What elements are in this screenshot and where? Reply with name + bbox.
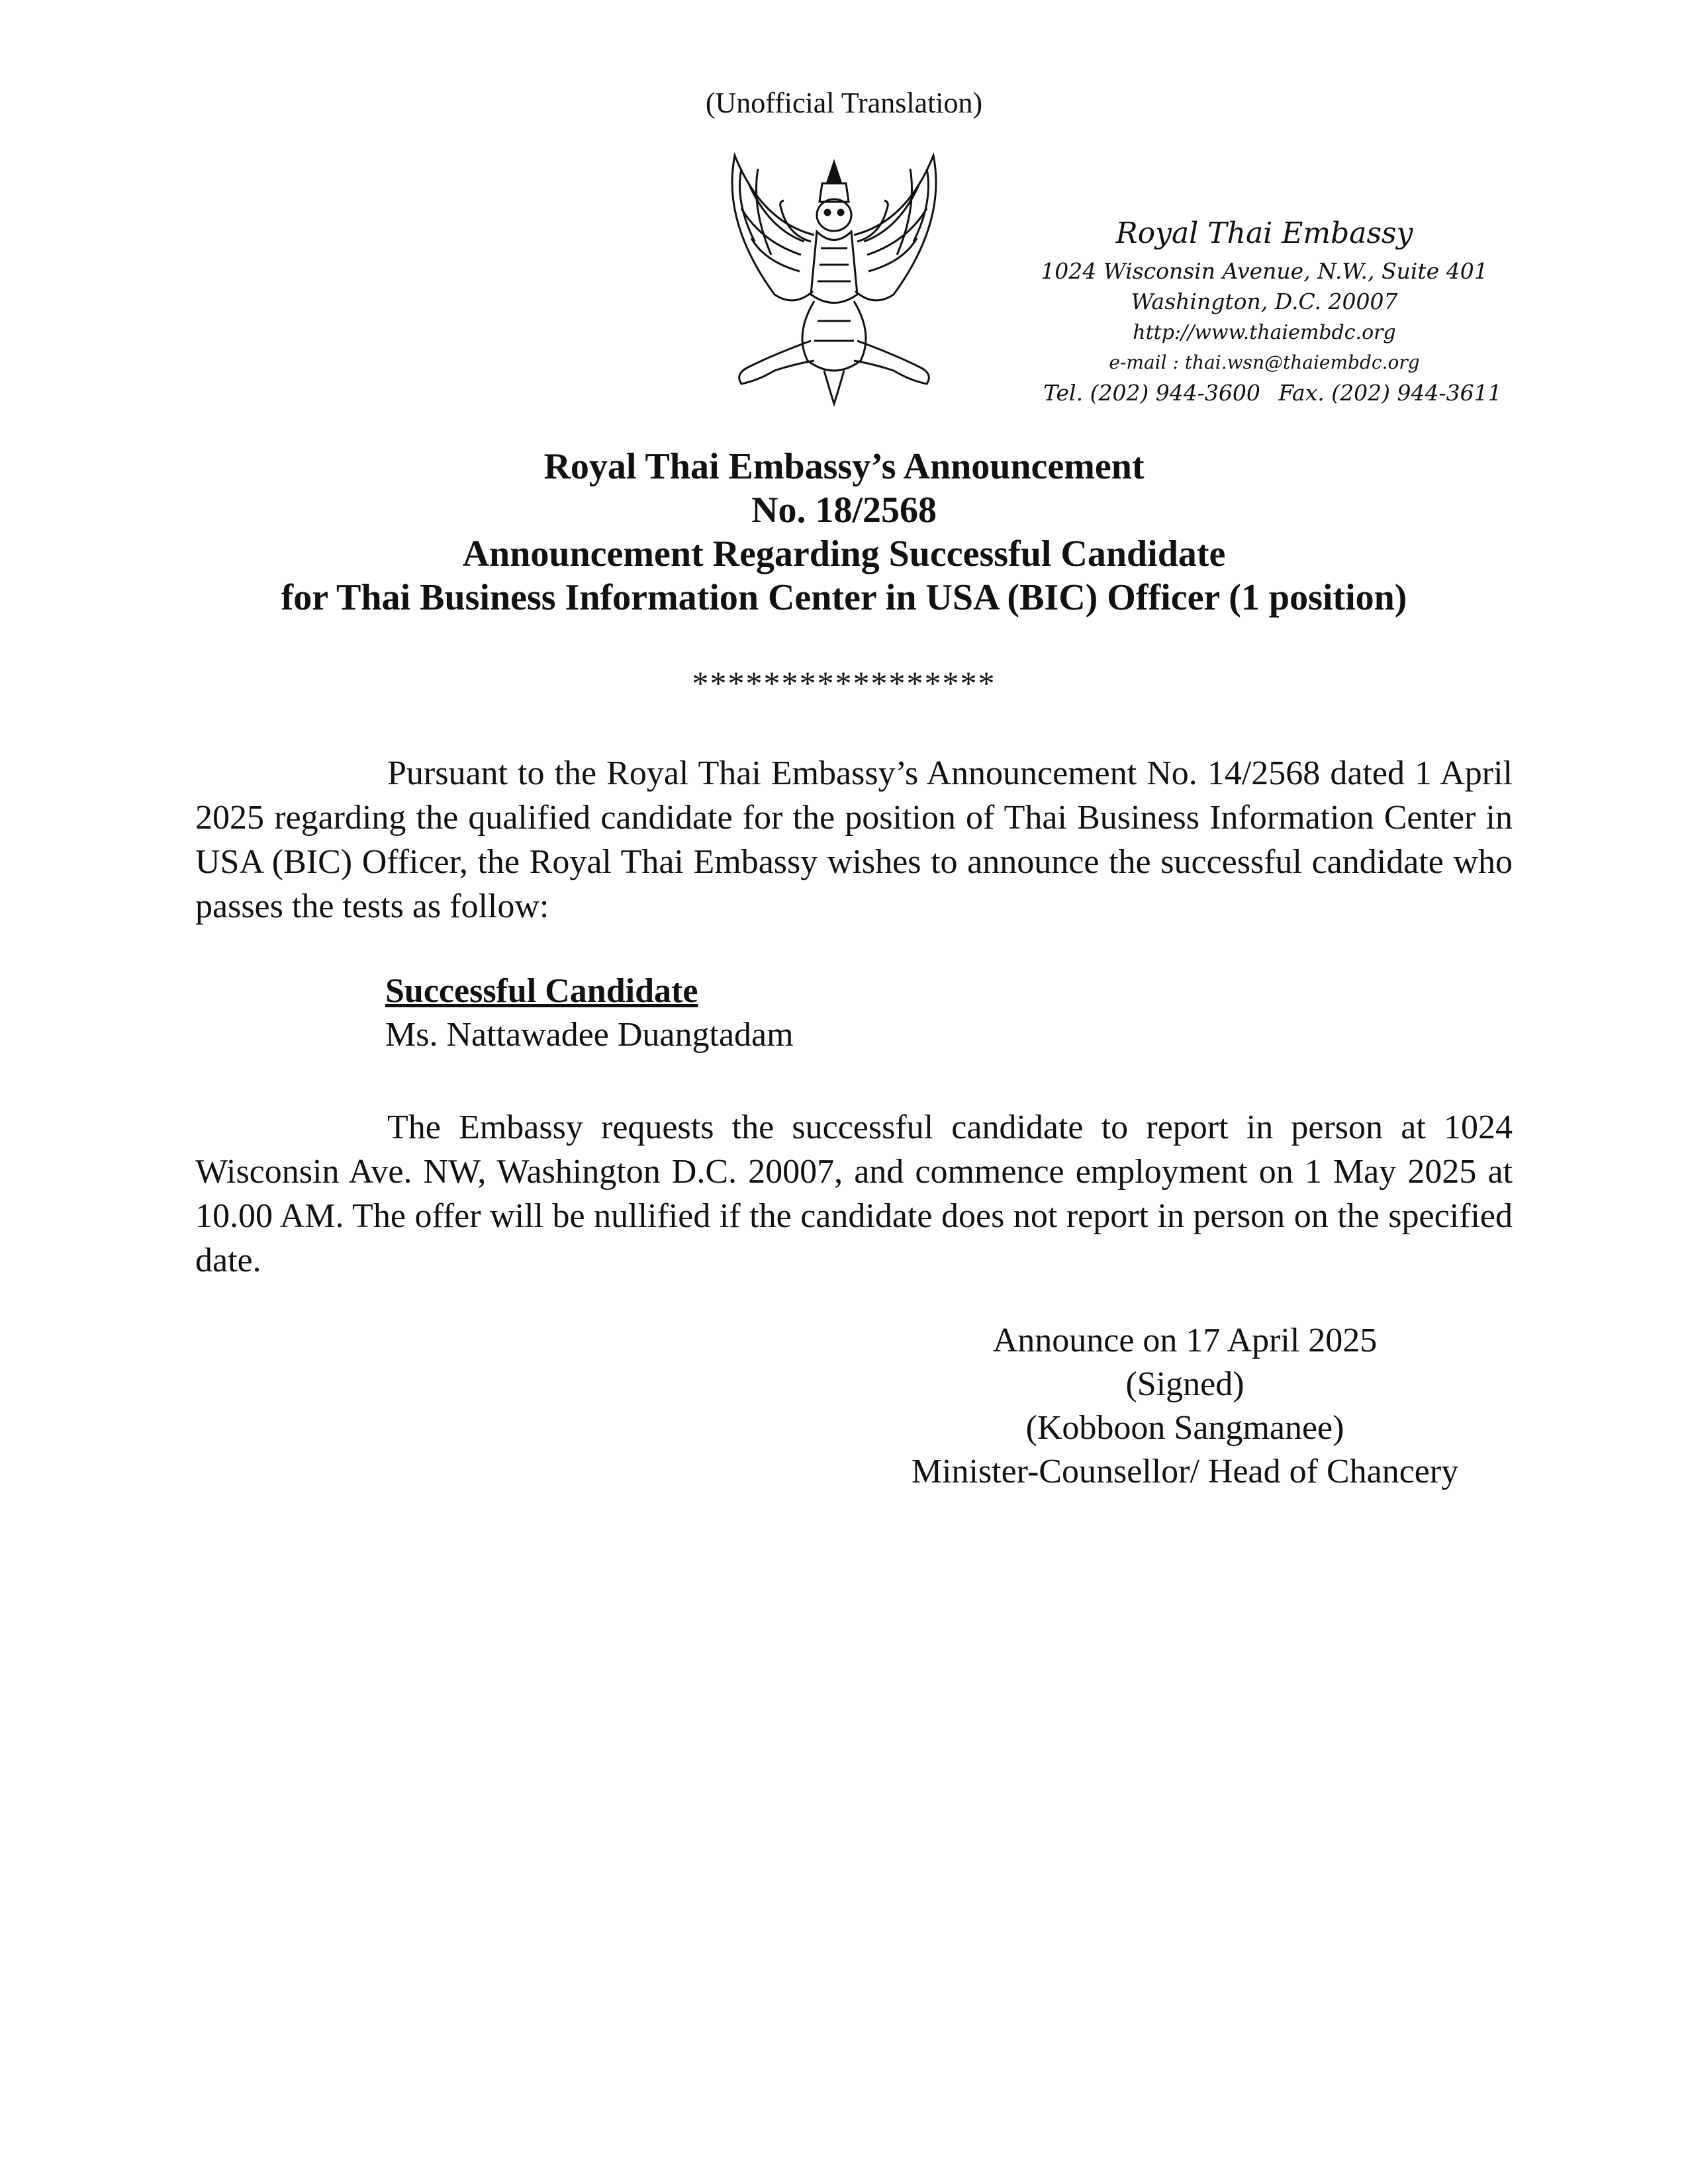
letterhead-fax: Fax. (202) 944-3611 [1278,380,1502,406]
letterhead-name: Royal Thai Embassy [1115,216,1413,250]
title-line-3: Announcement Regarding Successful Candidate [462,533,1226,574]
translation-note: (Unofficial Translation) [705,87,983,119]
signed-mark: (Signed) [1125,1365,1244,1403]
title-line-1: Royal Thai Embassy’s Announcement [543,446,1145,487]
letterhead-email: e-mail : thai.wsn@thaiembdc.org [1109,351,1420,373]
body-paragraph-1: Pursuant to the Royal Thai Embassy’s Announcement No. 14/2568 dated 1 April 2025 regarding the qualified candidate for the position of Thai Business Information Center in USA (BIC) Officer, the Royal Thai Embassy wishes to announce the successful candidate who passes the tests as follow: [195,754,1513,925]
title-line-2: No. 18/2568 [751,490,937,531]
announcement-title [0,445,1688,619]
asterisk-divider: ***************** [692,664,996,702]
candidate-label: Successful Candidate [385,972,698,1010]
letterhead-address-line1: 1024 Wisconsin Avenue, N.W., Suite 401 [1041,258,1488,284]
signatory-title: Minister-Counsellor/ Head of Chancery [911,1453,1459,1490]
garuda-emblem-icon [695,142,973,407]
signature-block [887,1319,1483,1494]
signatory-name: (Kobboon Sangmanee) [1025,1409,1344,1447]
title-line-4: for Thai Business Information Center in USA (BIC) Officer (1 position) [281,577,1407,618]
letterhead-website: http://www.thaiembdc.org [1133,321,1396,344]
announce-date: Announce on 17 April 2025 [992,1322,1378,1359]
candidate-name: Ms. Nattawadee Duangtadam [385,1016,794,1054]
letterhead-address-line2: Washington, D.C. 20007 [1131,289,1398,314]
successful-candidate-block [385,970,794,1057]
embassy-letterhead [1000,215,1529,407]
letterhead-phone: Tel. (202) 944-3600 [1043,380,1260,406]
body-paragraph-2: The Embassy requests the successful candidate to report in person at 1024 Wisconsin Ave. NW, Washington D.C. 20007, and commence employment on 1 May 2025 at 10.00 AM. The offer will be nullified if the candidate does not report in person on the specified date. [195,1109,1513,1279]
